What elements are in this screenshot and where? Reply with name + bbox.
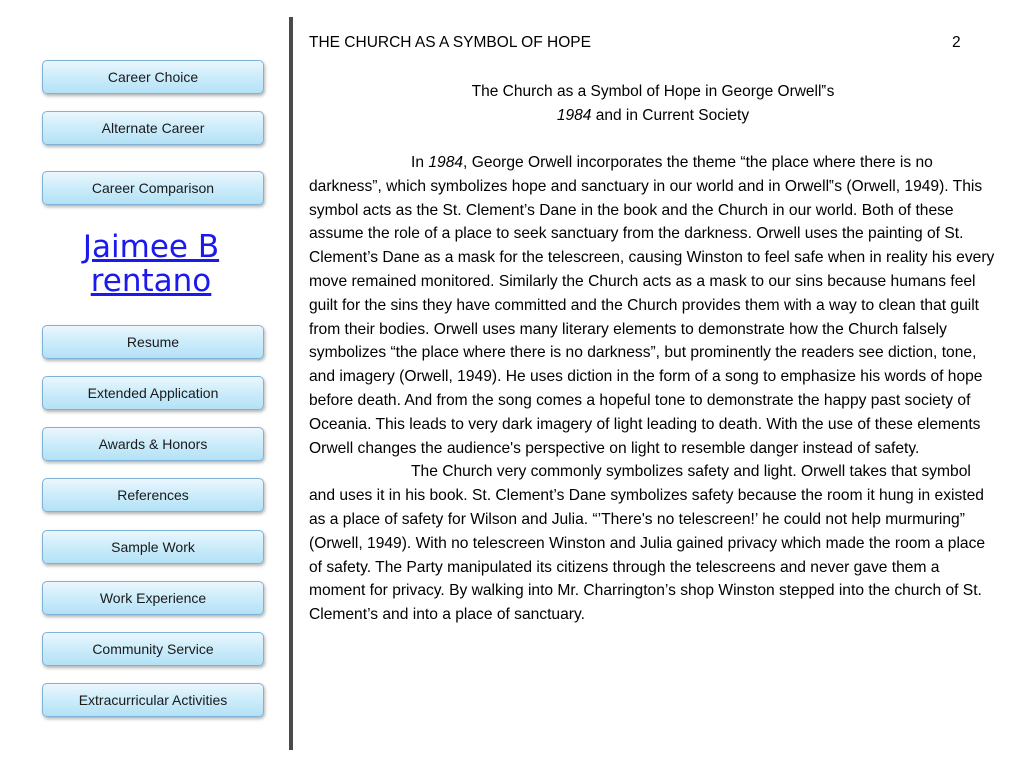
document-body xyxy=(309,151,999,627)
nav-community-service-button[interactable]: Community Service xyxy=(42,632,264,666)
document-title xyxy=(309,80,997,128)
vertical-divider xyxy=(289,17,293,750)
title-line-1: The Church as a Symbol of Hope in George Orwell‟s xyxy=(471,83,835,100)
nav-work-experience-button[interactable]: Work Experience xyxy=(42,581,264,615)
title-italic-1984: 1984 xyxy=(556,107,592,124)
nav-alternate-career-button[interactable]: Alternate Career xyxy=(42,111,264,145)
nav-career-choice-button[interactable]: Career Choice xyxy=(42,60,264,94)
nav-sample-work-button[interactable]: Sample Work xyxy=(42,530,264,564)
nav-references-button[interactable]: References xyxy=(42,478,264,512)
paragraph-1 xyxy=(309,151,999,460)
running-head: THE CHURCH AS A SYMBOL OF HOPE xyxy=(309,34,591,51)
p1-lead: In xyxy=(411,154,429,171)
nav-awards-honors-button[interactable]: Awards & Honors xyxy=(42,427,264,461)
nav-career-comparison-button[interactable]: Career Comparison xyxy=(42,171,264,205)
nav-resume-button[interactable]: Resume xyxy=(42,325,264,359)
title-line-2-rest: and in Current Society xyxy=(591,107,750,124)
p1-italic-1984: 1984 xyxy=(428,154,464,171)
paragraph-2: The Church very commonly symbolizes safety and light. Orwell takes that symbol and uses it in his book. St. Clement’s Dane symbolizes safety because the room it hung in existed as a place of safety for Wilson and Julia. “’There's no telescreen!’ he could not help murmuring” (Orwell, 1949). With no telescreen Winston and Julia gained privacy which made the room a place of safety. The Party manipulated its citizens through the telescreens and never gave them a moment for privacy. By walking into Mr. Charrington’s shop Winston stepped into the church of St. Clement’s and into a place of sanctuary. xyxy=(309,463,986,624)
p1-rest: , George Orwell incorporates the theme “the place where there is no darkness”, which symbolizes hope and sanctuary in our world and in Orwell‟s (Orwell, 1949). This symbol acts as the St. Clement’s Dane in the book and the Church in our world. Both of these assume the role of a place to seek sanctuary from the darkness. Orwell uses the painting of St. Clement’s Dane as a mask for the telescreen, causing Winston to feel safe when in reality his every move remained monitored. Similarly the Church acts as a mask to our sins because humans feel guilt for the sins they have committed and the Church provides them with a way to clean that guilt from their bodies. Orwell uses many literary elements to demonstrate how the Church falsely symbolizes “the place where there is no darkness”, but prominently the readers see diction, tone, and imagery (Orwell, 1949). He uses diction in the form of a song to emphasize his words of hope before death. And from the song comes a hopeful tone to demonstrate the happy past society of Oceania. This leads to very dark imagery of light leading to death. With the use of these elements Orwell changes the audience's perspective on light to resemble danger instead of safety. xyxy=(309,154,995,457)
author-name-link[interactable]: Jaimee Brentano xyxy=(82,229,220,299)
title-line-2 xyxy=(309,104,997,128)
nav-extracurricular-activities-button[interactable]: Extracurricular Activities xyxy=(42,683,264,717)
nav-extended-application-button[interactable]: Extended Application xyxy=(42,376,264,410)
page-number: 2 xyxy=(952,34,961,51)
